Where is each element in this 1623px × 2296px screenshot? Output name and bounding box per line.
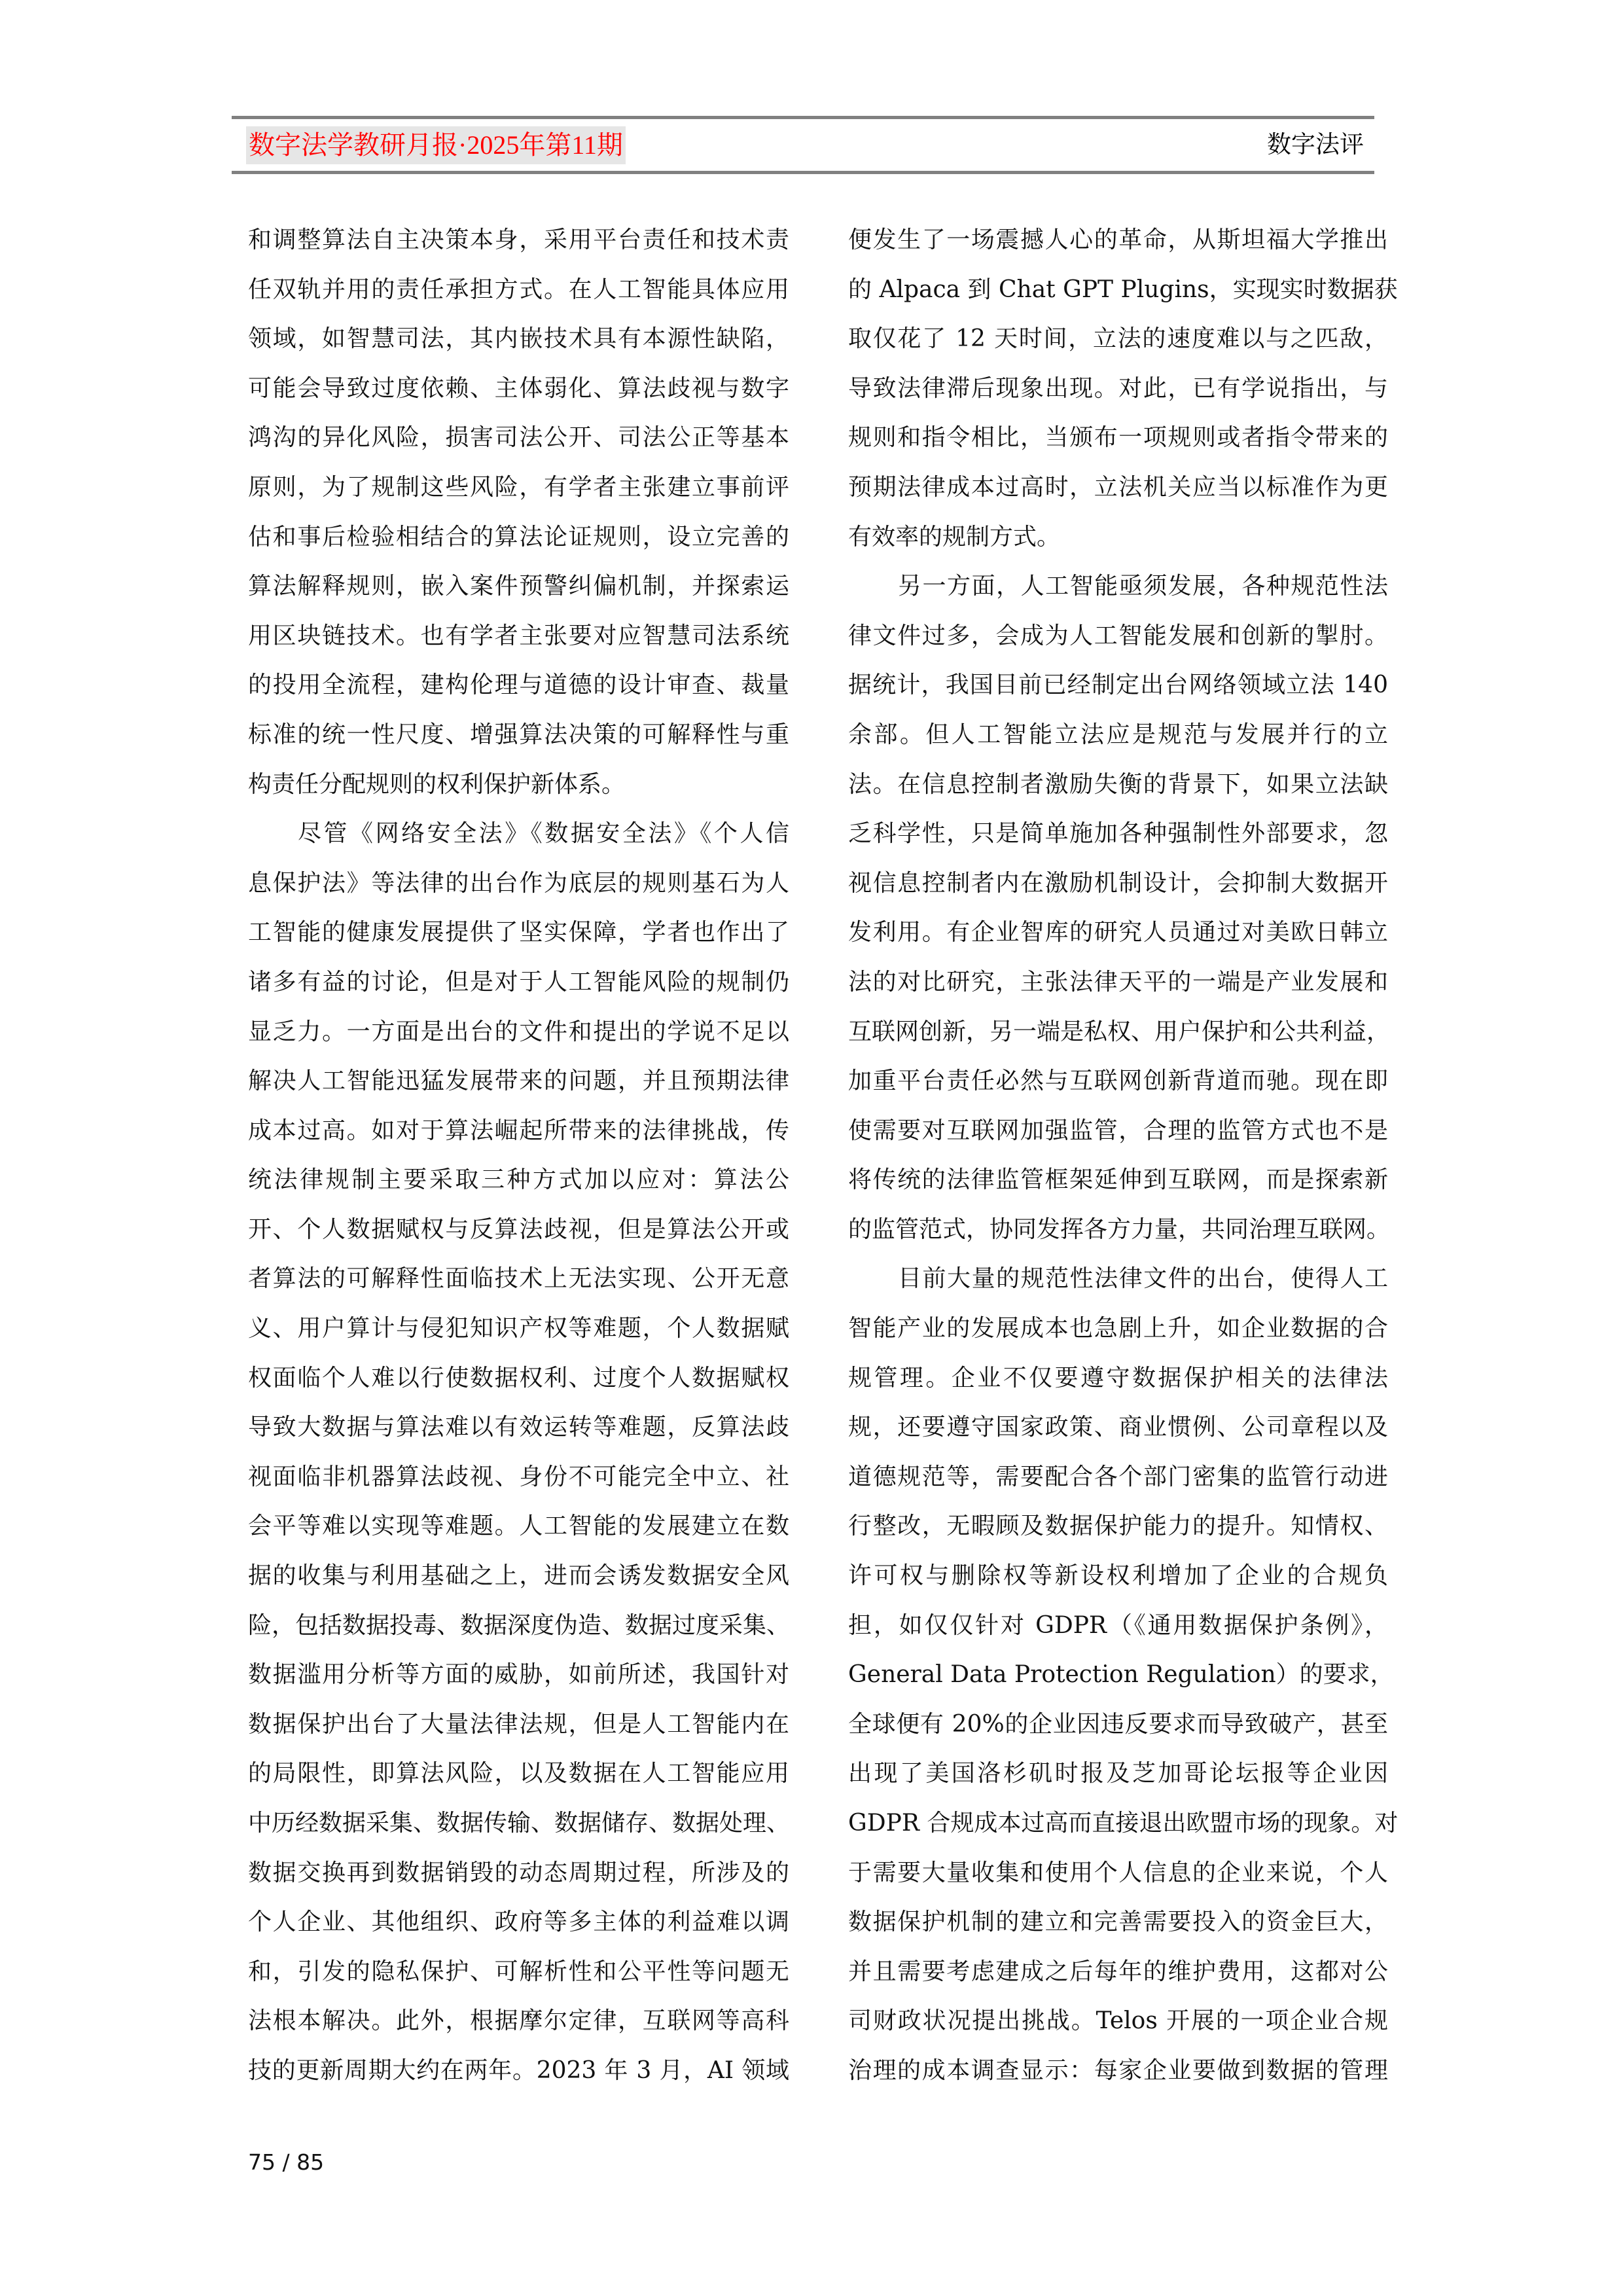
text-line: 数据交换再到数据销毁的动态周期过程，所涉及的 (248, 1859, 789, 1886)
text-line: 规管理。企业不仅要遵守数据保护相关的法律法 (848, 1364, 1388, 1391)
text-line: 和，引发的隐私保护、可解析性和公平性等问题无 (248, 1958, 789, 1985)
text-line: 发利用。有企业智库的研究人员通过对美欧日韩立 (848, 919, 1388, 946)
text-line: 许可权与删除权等新设权利增加了企业的合规负 (848, 1562, 1388, 1590)
text-line: 规则和指令相比，当颁布一项规则或者指令带来的 (848, 424, 1388, 452)
text-line: 视面临非机器算法歧视、身份不可能完全中立、社 (248, 1463, 789, 1490)
text-line: 会平等难以实现等难题。人工智能的发展建立在数 (248, 1513, 789, 1540)
text-line: 用区块链技术。也有学者主张要对应智慧司法系统 (248, 622, 789, 649)
text-line: 的 Alpaca 到 Chat GPT Plugins，实现实时数据获 (848, 276, 1398, 303)
text-line: 数据保护机制的建立和完善需要投入的资金巨大， (848, 1909, 1388, 1936)
text-line: 数据保护出台了大量法律法规，但是人工智能内在 (248, 1710, 789, 1738)
text-line: 使需要对互联网加强监管，合理的监管方式也不是 (848, 1117, 1388, 1144)
text-line: 原则，为了规制这些风险，有学者主张建立事前评 (248, 473, 789, 501)
left-text-column (248, 215, 789, 2096)
text-line: 并且需要考虑建成之后每年的维护费用，这都对公 (848, 1958, 1388, 1985)
header-top-rule (232, 116, 1374, 119)
text-line: 法。在信息控制者激励失衡的背景下，如果立法缺 (848, 770, 1388, 798)
text-line: 个人企业、其他组织、政府等多主体的利益难以调 (248, 1909, 789, 1936)
text-line: 规，还要遵守国家政策、商业惯例、公司章程以及 (848, 1414, 1388, 1441)
text-line: 算法解释规则，嵌入案件预警纠偏机制，并探索运 (248, 573, 789, 600)
text-line: 和调整算法自主决策本身，采用平台责任和技术责 (248, 226, 789, 253)
text-line: 中历经数据采集、数据传输、数据储存、数据处理、 (248, 1810, 791, 1837)
text-line: 息保护法》等法律的出台作为底层的规则基石为人 (248, 869, 789, 897)
text-line: 将传统的法律监管框架延伸到互联网，而是探索新 (848, 1166, 1388, 1194)
header-bottom-rule (232, 171, 1374, 174)
text-line: 领域，如智慧司法，其内嵌技术具有本源性缺陷， (248, 325, 789, 353)
text-line: 律文件过多，会成为人工智能发展和创新的掣肘。 (848, 622, 1388, 649)
text-line: 者算法的可解释性面临技术上无法实现、公开无意 (248, 1265, 789, 1293)
text-line: 导致大数据与算法难以有效运转等难题，反算法歧 (248, 1414, 789, 1441)
text-line: 司财政状况提出挑战。Telos 开展的一项企业合规 (848, 2007, 1388, 2035)
paragraph (848, 1254, 1399, 2095)
text-line: 据的收集与利用基础之上，进而会诱发数据安全风 (248, 1562, 789, 1590)
text-line: 成本过高。如对于算法崛起所带来的法律挑战，传 (248, 1117, 789, 1144)
text-line: 有效率的规制方式。 (848, 523, 1061, 550)
text-line: 智能产业的发展成本也急剧上升，如企业数据的合 (848, 1315, 1388, 1342)
text-line: 全球便有 20%的企业因违反要求而导致破产，甚至 (848, 1710, 1388, 1738)
text-line: 法根本解决。此外，根据摩尔定律，互联网等高科 (248, 2007, 789, 2035)
text-line: 解决人工智能迅猛发展带来的问题，并且预期法律 (248, 1067, 789, 1095)
text-line: 余部。但人工智能立法应是规范与发展并行的立 (848, 721, 1388, 748)
text-line: 乏科学性，只是简单施加各种强制性外部要求，忽 (848, 820, 1388, 848)
text-line: 互联网创新，另一端是私权、用户保护和公共利益， (848, 1018, 1391, 1045)
text-line: General Data Protection Regulation）的要求， (848, 1661, 1394, 1689)
text-line: 另一方面，人工智能亟须发展，各种规范性法 (898, 573, 1388, 600)
text-line: 的局限性，即算法风险，以及数据在人工智能应用 (248, 1760, 789, 1787)
text-line: 鸿沟的异化风险，损害司法公开、司法公正等基本 (248, 424, 789, 452)
text-line: 任双轨并用的责任承担方式。在人工智能具体应用 (248, 276, 789, 303)
paragraph (848, 562, 1391, 1254)
text-line: 出现了美国洛杉矶时报及芝加哥论坛报等企业因 (848, 1760, 1388, 1787)
text-line: 技的更新周期大约在两年。2023 年 3 月，AI 领域 (248, 2056, 789, 2084)
text-line: 显乏力。一方面是出台的文件和提出的学说不足以 (248, 1018, 789, 1045)
text-line: 取仅花了 12 天时间，立法的速度难以与之匹敌， (848, 325, 1388, 353)
page-number: 75 / 85 (248, 2149, 325, 2175)
text-line: 加重平台责任必然与互联网创新背道而驰。现在即 (848, 1067, 1388, 1095)
text-line: 导致法律滞后现象出现。对此，已有学说指出，与 (848, 374, 1388, 402)
text-line: 统法律规制主要采取三种方式加以应对：算法公 (248, 1166, 789, 1194)
paragraph (248, 809, 789, 2095)
text-line: 标准的统一性尺度、增强算法决策的可解释性与重 (248, 721, 789, 748)
right-text-column (848, 215, 1399, 2096)
text-line: 诸多有益的讨论，但是对于人工智能风险的规制仍 (248, 968, 789, 996)
text-line: 的监管范式，协同发挥各方力量，共同治理互联网。 (848, 1215, 1391, 1243)
text-line: 预期法律成本过高时，立法机关应当以标准作为更 (848, 473, 1388, 501)
text-line: 行整改，无暇顾及数据保护能力的提升。知情权、 (848, 1513, 1388, 1540)
text-line: 道德规范等，需要配合各个部门密集的监管行动进 (848, 1463, 1388, 1490)
text-line: 的投用全流程，建构伦理与道德的设计审查、裁量 (248, 672, 789, 699)
text-line: 目前大量的规范性法律文件的出台，使得人工 (898, 1265, 1388, 1293)
text-line: 视信息控制者内在激励机制设计，会抑制大数据开 (848, 869, 1388, 897)
text-line: 治理的成本调查显示：每家企业要做到数据的管理 (848, 2056, 1388, 2084)
text-line: 险，包括数据投毒、数据深度伪造、数据过度采集、 (248, 1611, 791, 1639)
text-line: 尽管《网络安全法》《数据安全法》《个人信 (298, 820, 789, 848)
text-line: 权面临个人难以行使数据权利、过度个人数据赋权 (248, 1364, 789, 1391)
text-line: 于需要大量收集和使用个人信息的企业来说，个人 (848, 1859, 1388, 1886)
text-line: 可能会导致过度依赖、主体弱化、算法歧视与数字 (248, 374, 789, 402)
paragraph (848, 215, 1398, 562)
journal-title: 数字法学教研月报·2025年第11期 (246, 126, 626, 164)
text-line: 据统计，我国目前已经制定出台网络领域立法 140 (848, 672, 1388, 699)
text-line: 开、个人数据赋权与反算法歧视，但是算法公开或 (248, 1215, 789, 1243)
text-line: 义、用户算计与侵犯知识产权等难题，个人数据赋 (248, 1315, 789, 1342)
text-line: 构责任分配规则的权利保护新体系。 (248, 770, 626, 798)
text-line: GDPR 合规成本过高而直接退出欧盟市场的现象。对 (848, 1810, 1399, 1837)
text-line: 便发生了一场震撼人心的革命，从斯坦福大学推出 (848, 226, 1388, 253)
section-name: 数字法评 (1267, 132, 1364, 158)
paragraph (248, 215, 789, 809)
text-line: 数据滥用分析等方面的威胁，如前所述，我国针对 (248, 1661, 789, 1689)
text-line: 法的对比研究，主张法律天平的一端是产业发展和 (848, 968, 1388, 996)
text-line: 担，如仅仅针对 GDPR（《通用数据保护条例》， (848, 1611, 1388, 1639)
text-line: 估和事后检验相结合的算法论证规则，设立完善的 (248, 523, 789, 550)
text-line: 工智能的健康发展提供了坚实保障，学者也作出了 (248, 919, 789, 946)
